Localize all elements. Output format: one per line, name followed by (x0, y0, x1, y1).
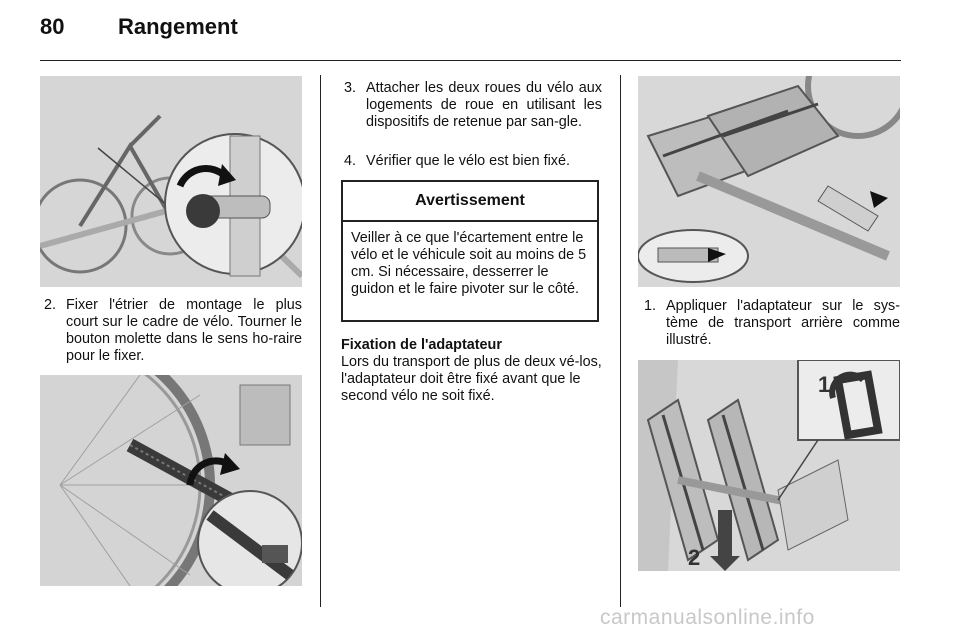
watermark: carmanualsonline.info (600, 606, 815, 629)
step-4 (344, 153, 602, 170)
step-text: Fixer l'étrier de montage le plus court sur le cadre de vélo. Tourner le bouton molette dans le sens ho-raire pour le fixer. (66, 297, 302, 364)
figure-wheel-strap (40, 375, 302, 586)
callout-label-1: 1 (818, 372, 831, 397)
header-rule (40, 60, 901, 61)
step-text: Appliquer l'adaptateur sur le sys-tème de transport arrière comme illustré. (666, 298, 900, 348)
column-divider-right (620, 75, 621, 607)
step-number: 3. (344, 80, 357, 96)
step-3 (344, 80, 602, 131)
step-number: 4. (344, 153, 357, 169)
step-1 (644, 298, 900, 349)
step-2 (44, 297, 302, 365)
page-number: 80 (40, 14, 65, 39)
figure-adaptor-fitted (638, 360, 900, 571)
warning-text: Veiller à ce que l'écartement entre le vélo et le véhicule soit au moins de 5 cm. Si nécessaire, desserrer le guidon et le faire pivoter sur le côté. (351, 230, 587, 297)
page-title: Rangement (118, 14, 238, 39)
step-text: Attacher les deux roues du vélo aux logements de roue en utilisant les dispositifs de retenue par san-gle. (366, 80, 602, 130)
step-text: Vérifier que le vélo est bien fixé. (366, 153, 570, 169)
callout-label-2: 2 (688, 545, 701, 570)
step-number: 2. (44, 297, 57, 313)
figure-bike-clamp-knob (40, 76, 302, 287)
section-paragraph: Lors du transport de plus de deux vé-los, l'adaptateur doit être fixé avant que le second vélo ne soit fixé. (341, 354, 602, 404)
figure-carrier-adaptor-slide (638, 76, 900, 287)
step-number: 1. (644, 298, 657, 314)
section-heading: Fixation de l'adaptateur (341, 337, 502, 353)
warning-title: Avertissement (343, 182, 597, 222)
column-divider-left (320, 75, 321, 607)
warning-box (341, 180, 599, 322)
